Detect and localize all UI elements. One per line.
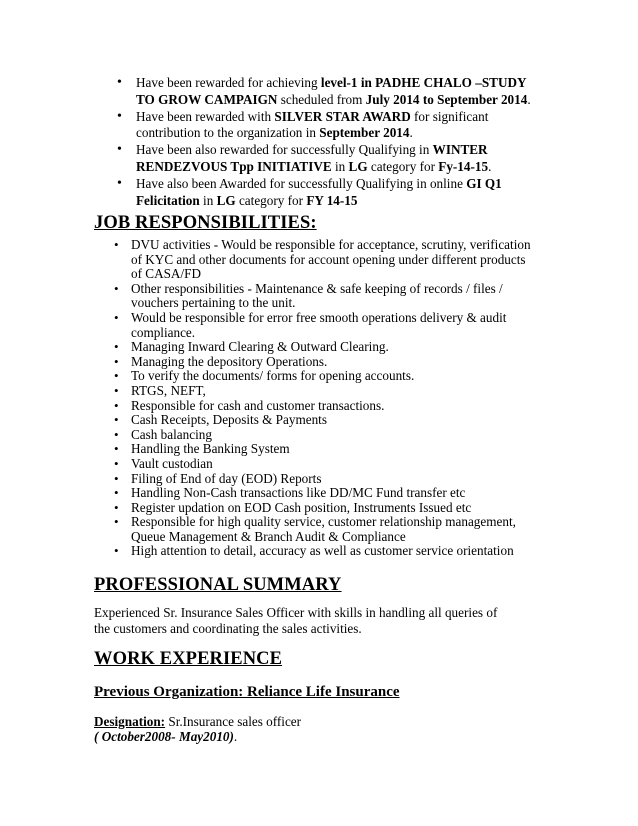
responsibility-item: • DVU activities - Would be responsible for acceptance, scrutiny, verification of KYC and other documents for account opening under different products of CASA/FD xyxy=(131,238,536,282)
previous-organization: Previous Organization: Reliance Life Insurance xyxy=(94,684,400,700)
designation-value: Sr.Insurance sales officer xyxy=(165,714,302,729)
responsibility-item: • Would be responsible for error free smooth operations delivery & audit compliance. xyxy=(131,311,536,340)
responsibility-item: • To verify the documents/ forms for opening accounts. xyxy=(131,369,536,384)
responsibility-item: • High attention to detail, accuracy as well as customer service orientation xyxy=(131,544,536,559)
employment-period-suffix: . xyxy=(233,729,238,744)
award-item xyxy=(136,109,546,142)
award-text: category for xyxy=(235,192,307,208)
award-text: . xyxy=(409,125,413,141)
responsibility-item: • Managing the depository Operations. xyxy=(131,355,536,370)
employment-period-line xyxy=(94,729,237,745)
award-text: . xyxy=(527,91,531,107)
awards-list xyxy=(136,75,546,210)
award-highlight: WINTER RENDEZVOUS Tpp INITIATIVE xyxy=(136,142,488,174)
award-text: Have been rewarded with xyxy=(136,108,275,124)
award-text: category for xyxy=(367,158,439,174)
responsibility-item: • Responsible for cash and customer transactions. xyxy=(131,399,536,414)
award-item xyxy=(136,142,546,175)
award-highlight: SILVER STAR AWARD xyxy=(274,108,411,124)
responsibility-item: • Cash Receipts, Deposits & Payments xyxy=(131,413,536,428)
award-highlight: level-1 in PADHE CHALO –STUDY TO GROW CAMPAIGN xyxy=(136,75,527,107)
professional-summary-text: Experienced Sr. Insurance Sales Officer with skills in handling all queries of the customers and coordinating the sales activities. xyxy=(94,605,498,636)
award-text: . xyxy=(488,158,492,174)
award-highlight: LG xyxy=(348,158,368,174)
award-highlight: LG xyxy=(216,192,236,208)
award-item xyxy=(136,176,546,209)
designation-label: Designation: xyxy=(94,714,166,729)
award-highlight: July 2014 to September 2014 xyxy=(365,91,528,107)
work-experience-heading: WORK EXPERIENCE xyxy=(94,649,283,669)
award-highlight: September 2014 xyxy=(319,125,410,141)
job-responsibilities-list xyxy=(131,238,536,559)
award-text: in xyxy=(331,158,349,174)
responsibility-item: • Handling the Banking System xyxy=(131,442,536,457)
award-highlight: Fy-14-15 xyxy=(438,158,489,174)
award-text: Have been also rewarded for successfully Qualifying in xyxy=(136,142,433,158)
award-text: in xyxy=(199,192,217,208)
responsibility-item: • RTGS, NEFT, xyxy=(131,384,536,399)
award-item xyxy=(136,75,546,108)
employment-period: ( October2008- May2010) xyxy=(94,729,234,744)
award-text: Have also been Awarded for successfully Qualifying in online xyxy=(136,176,467,192)
award-text: scheduled from xyxy=(277,91,366,107)
responsibility-item: • Cash balancing xyxy=(131,428,536,443)
professional-summary-heading: PROFESSIONAL SUMMARY xyxy=(94,575,342,595)
award-highlight: FY 14-15 xyxy=(306,192,358,208)
award-highlight: GI Q1 Felicitation xyxy=(136,176,502,208)
responsibility-item: • Other responsibilities - Maintenance & safe keeping of records / files / vouchers pertaining to the unit. xyxy=(131,282,536,311)
responsibility-item: • Vault custodian xyxy=(131,457,536,472)
responsibility-item: • Responsible for high quality service, customer relationship management, Queue Management & Branch Audit & Compliance xyxy=(131,515,536,544)
award-text: Have been rewarded for achieving xyxy=(136,75,321,90)
responsibility-item: • Register updation on EOD Cash position, Instruments Issued etc xyxy=(131,501,536,516)
responsibility-item: • Filing of End of day (EOD) Reports xyxy=(131,472,536,487)
responsibility-item: • Handling Non-Cash transactions like DD/MC Fund transfer etc xyxy=(131,486,536,501)
designation-line xyxy=(94,714,301,730)
job-responsibilities-heading: JOB RESPONSIBILITIES: xyxy=(94,213,317,233)
award-text: for significant contribution to the organization in xyxy=(136,108,489,141)
responsibility-item: • Managing Inward Clearing & Outward Clearing. xyxy=(131,340,536,355)
